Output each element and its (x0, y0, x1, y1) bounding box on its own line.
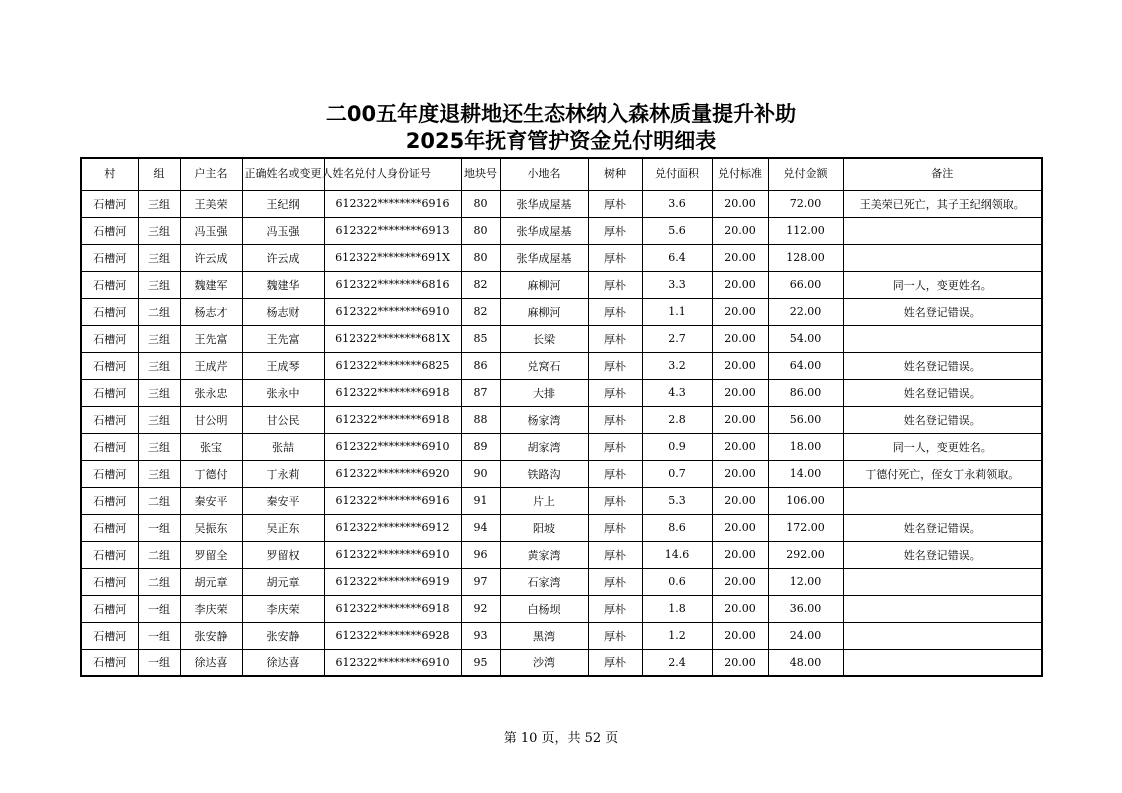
cell-id-number: 612322********6918 (324, 406, 461, 433)
cell-id-number: 612322********691X (324, 244, 461, 271)
cell-standard: 20.00 (712, 514, 768, 541)
cell-area: 5.3 (642, 487, 712, 514)
cell-area: 5.6 (642, 217, 712, 244)
table-row (81, 622, 1042, 649)
cell-place-name: 阳坡 (500, 514, 588, 541)
cell-village: 石槽河 (81, 190, 138, 217)
header-group: 组 (138, 158, 180, 190)
document-title-line2: 2025年抚育管护资金兑付明细表 (405, 129, 717, 153)
cell-village: 石槽河 (81, 514, 138, 541)
cell-plot-no: 93 (461, 622, 500, 649)
cell-amount: 292.00 (768, 541, 843, 568)
cell-village: 石槽河 (81, 406, 138, 433)
cell-owner: 徐达喜 (180, 649, 242, 676)
cell-correct-name: 甘公民 (242, 406, 324, 433)
cell-correct-name: 张喆 (242, 433, 324, 460)
cell-standard: 20.00 (712, 595, 768, 622)
cell-area: 3.2 (642, 352, 712, 379)
cell-owner: 胡元章 (180, 568, 242, 595)
cell-group: 三组 (138, 190, 180, 217)
cell-correct-name: 王先富 (242, 325, 324, 352)
cell-area: 0.7 (642, 460, 712, 487)
cell-remark (843, 487, 1042, 514)
cell-standard: 20.00 (712, 298, 768, 325)
cell-standard: 20.00 (712, 244, 768, 271)
cell-standard: 20.00 (712, 487, 768, 514)
cell-plot-no: 82 (461, 271, 500, 298)
cell-village: 石槽河 (81, 541, 138, 568)
cell-tree-species: 厚朴 (588, 352, 642, 379)
cell-tree-species: 厚朴 (588, 541, 642, 568)
cell-owner: 王成芹 (180, 352, 242, 379)
cell-amount: 54.00 (768, 325, 843, 352)
cell-plot-no: 97 (461, 568, 500, 595)
cell-village: 石槽河 (81, 298, 138, 325)
cell-group: 二组 (138, 568, 180, 595)
table-row (81, 460, 1042, 487)
cell-area: 3.6 (642, 190, 712, 217)
cell-place-name: 大排 (500, 379, 588, 406)
header-tree-species: 树种 (588, 158, 642, 190)
cell-remark: 丁德付死亡，侄女丁永莉领取。 (843, 460, 1042, 487)
cell-area: 0.6 (642, 568, 712, 595)
cell-owner: 杨志才 (180, 298, 242, 325)
cell-tree-species: 厚朴 (588, 271, 642, 298)
cell-tree-species: 厚朴 (588, 325, 642, 352)
table-row (81, 649, 1042, 676)
cell-place-name: 张华成屋基 (500, 190, 588, 217)
cell-place-name: 石家湾 (500, 568, 588, 595)
cell-remark: 姓名登记错误。 (843, 514, 1042, 541)
cell-id-number: 612322********6916 (324, 190, 461, 217)
cell-plot-no: 89 (461, 433, 500, 460)
cell-area: 1.1 (642, 298, 712, 325)
cell-id-number: 612322********681X (324, 325, 461, 352)
cell-village: 石槽河 (81, 487, 138, 514)
table-row (81, 190, 1042, 217)
table-row (81, 595, 1042, 622)
cell-id-number: 612322********6910 (324, 298, 461, 325)
table-row (81, 244, 1042, 271)
cell-amount: 86.00 (768, 379, 843, 406)
cell-group: 三组 (138, 406, 180, 433)
cell-tree-species: 厚朴 (588, 622, 642, 649)
cell-tree-species: 厚朴 (588, 190, 642, 217)
table-row (81, 217, 1042, 244)
cell-village: 石槽河 (81, 217, 138, 244)
cell-remark (843, 649, 1042, 676)
cell-correct-name: 徐达喜 (242, 649, 324, 676)
cell-owner: 张安静 (180, 622, 242, 649)
cell-village: 石槽河 (81, 622, 138, 649)
cell-standard: 20.00 (712, 217, 768, 244)
table-row (81, 298, 1042, 325)
cell-village: 石槽河 (81, 325, 138, 352)
cell-village: 石槽河 (81, 595, 138, 622)
cell-area: 8.6 (642, 514, 712, 541)
cell-standard: 20.00 (712, 622, 768, 649)
cell-group: 三组 (138, 217, 180, 244)
header-owner: 户主名 (180, 158, 242, 190)
cell-id-number: 612322********6912 (324, 514, 461, 541)
cell-village: 石槽河 (81, 379, 138, 406)
cell-group: 一组 (138, 595, 180, 622)
cell-standard: 20.00 (712, 271, 768, 298)
cell-correct-name: 秦安平 (242, 487, 324, 514)
header-correct-name: 正确姓名或变更人姓名 (242, 158, 324, 190)
cell-correct-name: 吴正东 (242, 514, 324, 541)
cell-id-number: 612322********6918 (324, 595, 461, 622)
cell-remark: 姓名登记错误。 (843, 541, 1042, 568)
cell-correct-name: 王纪纲 (242, 190, 324, 217)
cell-place-name: 张华成屋基 (500, 217, 588, 244)
table-header-row (81, 158, 1042, 190)
cell-correct-name: 杨志财 (242, 298, 324, 325)
cell-remark (843, 325, 1042, 352)
cell-amount: 106.00 (768, 487, 843, 514)
cell-place-name: 黑湾 (500, 622, 588, 649)
cell-group: 一组 (138, 622, 180, 649)
cell-correct-name: 胡元章 (242, 568, 324, 595)
cell-amount: 14.00 (768, 460, 843, 487)
cell-correct-name: 罗留权 (242, 541, 324, 568)
cell-amount: 172.00 (768, 514, 843, 541)
cell-tree-species: 厚朴 (588, 244, 642, 271)
cell-remark: 姓名登记错误。 (843, 352, 1042, 379)
cell-standard: 20.00 (712, 433, 768, 460)
cell-place-name: 麻柳河 (500, 271, 588, 298)
cell-area: 2.4 (642, 649, 712, 676)
cell-plot-no: 87 (461, 379, 500, 406)
cell-remark: 姓名登记错误。 (843, 379, 1042, 406)
cell-remark (843, 217, 1042, 244)
header-remark: 备注 (843, 158, 1042, 190)
cell-group: 三组 (138, 352, 180, 379)
cell-plot-no: 80 (461, 190, 500, 217)
cell-remark: 同一人，变更姓名。 (843, 433, 1042, 460)
header-area: 兑付面积 (642, 158, 712, 190)
cell-tree-species: 厚朴 (588, 460, 642, 487)
cell-amount: 112.00 (768, 217, 843, 244)
cell-correct-name: 王成琴 (242, 352, 324, 379)
cell-id-number: 612322********6928 (324, 622, 461, 649)
cell-place-name: 白杨坝 (500, 595, 588, 622)
cell-plot-no: 94 (461, 514, 500, 541)
cell-area: 14.6 (642, 541, 712, 568)
cell-remark: 王美荣已死亡，其子王纪纲领取。 (843, 190, 1042, 217)
header-place-name: 小地名 (500, 158, 588, 190)
cell-village: 石槽河 (81, 568, 138, 595)
cell-group: 三组 (138, 433, 180, 460)
cell-correct-name: 张安静 (242, 622, 324, 649)
cell-correct-name: 张永中 (242, 379, 324, 406)
cell-amount: 66.00 (768, 271, 843, 298)
cell-amount: 64.00 (768, 352, 843, 379)
cell-plot-no: 80 (461, 244, 500, 271)
table-row (81, 352, 1042, 379)
cell-tree-species: 厚朴 (588, 595, 642, 622)
table-row (81, 568, 1042, 595)
cell-place-name: 张华成屋基 (500, 244, 588, 271)
cell-standard: 20.00 (712, 460, 768, 487)
cell-area: 6.4 (642, 244, 712, 271)
cell-group: 二组 (138, 298, 180, 325)
cell-id-number: 612322********6919 (324, 568, 461, 595)
cell-group: 三组 (138, 460, 180, 487)
cell-owner: 许云成 (180, 244, 242, 271)
cell-owner: 甘公明 (180, 406, 242, 433)
cell-area: 2.7 (642, 325, 712, 352)
cell-place-name: 黄家湾 (500, 541, 588, 568)
cell-correct-name: 丁永莉 (242, 460, 324, 487)
cell-id-number: 612322********6816 (324, 271, 461, 298)
cell-plot-no: 92 (461, 595, 500, 622)
cell-id-number: 612322********6910 (324, 541, 461, 568)
table-row (81, 406, 1042, 433)
cell-standard: 20.00 (712, 568, 768, 595)
cell-group: 三组 (138, 271, 180, 298)
cell-village: 石槽河 (81, 460, 138, 487)
cell-owner: 魏建军 (180, 271, 242, 298)
cell-tree-species: 厚朴 (588, 217, 642, 244)
header-amount: 兑付金额 (768, 158, 843, 190)
cell-place-name: 铁路沟 (500, 460, 588, 487)
cell-area: 1.2 (642, 622, 712, 649)
cell-remark: 同一人，变更姓名。 (843, 271, 1042, 298)
cell-plot-no: 88 (461, 406, 500, 433)
table-row (81, 325, 1042, 352)
cell-id-number: 612322********6910 (324, 433, 461, 460)
cell-amount: 48.00 (768, 649, 843, 676)
cell-plot-no: 86 (461, 352, 500, 379)
cell-plot-no: 82 (461, 298, 500, 325)
cell-area: 3.3 (642, 271, 712, 298)
cell-group: 二组 (138, 487, 180, 514)
cell-amount: 22.00 (768, 298, 843, 325)
cell-place-name: 杨家湾 (500, 406, 588, 433)
cell-id-number: 612322********6920 (324, 460, 461, 487)
cell-remark: 姓名登记错误。 (843, 298, 1042, 325)
cell-id-number: 612322********6916 (324, 487, 461, 514)
cell-correct-name: 魏建华 (242, 271, 324, 298)
payment-detail-table (80, 157, 1043, 677)
cell-owner: 冯玉强 (180, 217, 242, 244)
document-title-line1: 二00五年度退耕地还生态林纳入森林质量提升补助 (325, 102, 797, 126)
cell-id-number: 612322********6913 (324, 217, 461, 244)
cell-plot-no: 95 (461, 649, 500, 676)
cell-amount: 128.00 (768, 244, 843, 271)
cell-remark (843, 622, 1042, 649)
cell-group: 三组 (138, 325, 180, 352)
cell-village: 石槽河 (81, 649, 138, 676)
header-standard: 兑付标准 (712, 158, 768, 190)
cell-owner: 秦安平 (180, 487, 242, 514)
cell-owner: 王先富 (180, 325, 242, 352)
cell-id-number: 612322********6825 (324, 352, 461, 379)
cell-standard: 20.00 (712, 649, 768, 676)
cell-remark: 姓名登记错误。 (843, 406, 1042, 433)
table-row (81, 541, 1042, 568)
cell-group: 三组 (138, 379, 180, 406)
cell-place-name: 麻柳河 (500, 298, 588, 325)
table-row (81, 433, 1042, 460)
cell-tree-species: 厚朴 (588, 649, 642, 676)
cell-id-number: 612322********6910 (324, 649, 461, 676)
cell-id-number: 612322********6918 (324, 379, 461, 406)
cell-group: 三组 (138, 244, 180, 271)
header-village: 村 (81, 158, 138, 190)
cell-village: 石槽河 (81, 433, 138, 460)
cell-correct-name: 许云成 (242, 244, 324, 271)
cell-group: 二组 (138, 541, 180, 568)
cell-standard: 20.00 (712, 379, 768, 406)
cell-standard: 20.00 (712, 190, 768, 217)
cell-tree-species: 厚朴 (588, 514, 642, 541)
cell-amount: 56.00 (768, 406, 843, 433)
cell-tree-species: 厚朴 (588, 433, 642, 460)
cell-area: 1.8 (642, 595, 712, 622)
cell-correct-name: 冯玉强 (242, 217, 324, 244)
cell-group: 一组 (138, 649, 180, 676)
header-id-number: 兑付人身份证号 (324, 158, 461, 190)
table-row (81, 271, 1042, 298)
cell-area: 4.3 (642, 379, 712, 406)
cell-plot-no: 85 (461, 325, 500, 352)
table-row (81, 379, 1042, 406)
cell-owner: 罗留全 (180, 541, 242, 568)
cell-area: 2.8 (642, 406, 712, 433)
cell-amount: 36.00 (768, 595, 843, 622)
cell-tree-species: 厚朴 (588, 298, 642, 325)
cell-tree-species: 厚朴 (588, 406, 642, 433)
cell-place-name: 兑窝石 (500, 352, 588, 379)
cell-village: 石槽河 (81, 244, 138, 271)
cell-owner: 李庆荣 (180, 595, 242, 622)
cell-amount: 12.00 (768, 568, 843, 595)
header-plot-no: 地块号 (461, 158, 500, 190)
cell-standard: 20.00 (712, 325, 768, 352)
cell-remark (843, 568, 1042, 595)
cell-place-name: 片上 (500, 487, 588, 514)
cell-place-name: 长梁 (500, 325, 588, 352)
cell-remark (843, 595, 1042, 622)
cell-standard: 20.00 (712, 541, 768, 568)
cell-owner: 王美荣 (180, 190, 242, 217)
cell-amount: 72.00 (768, 190, 843, 217)
cell-village: 石槽河 (81, 271, 138, 298)
cell-plot-no: 96 (461, 541, 500, 568)
cell-place-name: 沙湾 (500, 649, 588, 676)
cell-owner: 吴振东 (180, 514, 242, 541)
cell-remark (843, 244, 1042, 271)
cell-standard: 20.00 (712, 352, 768, 379)
table-row (81, 514, 1042, 541)
table-body (81, 190, 1042, 676)
cell-tree-species: 厚朴 (588, 487, 642, 514)
cell-village: 石槽河 (81, 352, 138, 379)
cell-area: 0.9 (642, 433, 712, 460)
cell-tree-species: 厚朴 (588, 568, 642, 595)
cell-owner: 张宝 (180, 433, 242, 460)
page-number: 第 10 页，共 52 页 (503, 731, 619, 746)
cell-tree-species: 厚朴 (588, 379, 642, 406)
cell-group: 一组 (138, 514, 180, 541)
cell-amount: 24.00 (768, 622, 843, 649)
cell-standard: 20.00 (712, 406, 768, 433)
table-row (81, 487, 1042, 514)
cell-plot-no: 91 (461, 487, 500, 514)
cell-plot-no: 80 (461, 217, 500, 244)
cell-correct-name: 李庆荣 (242, 595, 324, 622)
cell-owner: 丁德付 (180, 460, 242, 487)
cell-plot-no: 90 (461, 460, 500, 487)
cell-owner: 张永忠 (180, 379, 242, 406)
cell-amount: 18.00 (768, 433, 843, 460)
cell-place-name: 胡家湾 (500, 433, 588, 460)
